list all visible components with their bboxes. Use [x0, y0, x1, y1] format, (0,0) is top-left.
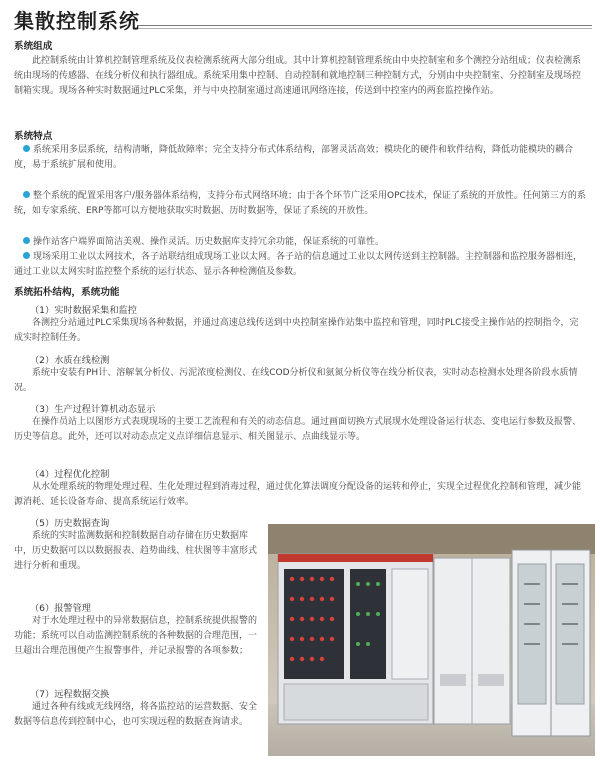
function-text: 各测控分站通过PLC采集现场各种数据，并通过高速总线传送到中央控制室操作站集中监控和管理，同时PLC接受主操作站的控制指令，完成实时控制任务。 — [14, 318, 579, 344]
function-text: 通过各种有线或无线网络，将各监控站的运营数据、安全数据等信息传到控制中心，也可实现远程的数据查询请求。 — [14, 702, 258, 728]
feature-bullet — [14, 189, 586, 219]
bullet-dot-icon — [23, 145, 30, 152]
section-heading-composition: 系统组成 — [14, 41, 53, 52]
function-text: 系统的实时监测数据和控制数据自动存储在历史数据库中，历史数据可以以数据报表、趋势曲线、柱状图等丰富形式进行分析和重现。 — [14, 531, 258, 572]
function-label: （4）过程优化控制 — [30, 469, 110, 480]
feature-bullet-text: 操作站客户端界面简洁美观、操作灵活。历史数据库支持冗余功能，保证系统的可靠性。 — [33, 237, 385, 247]
composition-paragraph: 此控制系统由计算机控制管理系统及仪表检测系统两大部分组成。其中计算机控制管理系统由中央控制室和多个测控分站组成；仪表检测系统由现场的传感器、在线分析仪和执行器组成。系统采用集中控制、自动控制和就地控制三种控制方式，分别由中央控制室、分控制室及现场控制箱实现。现场各种实时数据通过PLC采集，并与中央控制室通过高速通讯网络连接，传送到中控室内的两套监控操作站。 — [14, 56, 582, 97]
title-bar — [10, 3, 592, 33]
feature-bullet-text: 整个系统的配置采用客户/服务器体系结构，支持分布式网络环境；由于各个环节广泛采用OPC技术，保证了系统的开放性。任何第三方的系统，如专家系统、ERP等都可以方便地获取实时数据、历时数据等，保证了系统的开放性。 — [14, 191, 586, 217]
function-label: （5）历史数据查询 — [30, 518, 110, 529]
feature-bullet — [14, 143, 586, 173]
function-label: （6）报警管理 — [30, 603, 91, 614]
bullet-dot-icon — [23, 252, 30, 259]
page-title: 集散控制系统 — [14, 9, 140, 33]
feature-bullet — [14, 235, 586, 250]
bullet-dot-icon — [23, 191, 30, 198]
title-rule-secondary — [138, 28, 592, 29]
bullet-dot-icon — [23, 237, 30, 244]
function-text: 从水处理系统的物理处理过程、生化处理过程到消毒过程，通过优化算法调度分配设备的运转和停止，实现全过程优化控制和管理，减少能源消耗、延长设备寿命、提高系统运行效率。 — [14, 482, 582, 508]
function-label: （3）生产过程计算机动态显示 — [30, 404, 156, 415]
function-text: 系统中安装有PH计、溶解氧分析仪、污泥浓度检测仪、在线COD分析仪和氨氮分析仪等在线分析仪表，实时动态检测水处理各阶段水质情况。 — [14, 368, 578, 394]
section-heading-functions: 系统拓朴结构，系统功能 — [14, 287, 120, 298]
title-rule — [138, 25, 592, 26]
feature-bullet — [14, 250, 586, 280]
feature-bullet-text: 现场采用工业以太网技术，各子站联结组成现场工业以太网。各子站的信息通过工业以太网传送到主控制器。主控制器和监控服务器相连，通过工业以太网实时监控整个系统的运行状态、显示各种检测值及参数。 — [14, 252, 583, 278]
function-text: 在操作员站上以图形方式表现现场的主要工艺流程和有关的动态信息。通过画面切换方式展现水处理设备运行状态、变电运行参数及报警、历史等信息。此外，还可以对动态点定义点详细信息显示、相关图显示、点曲线显示等。 — [14, 417, 582, 443]
function-label: （2）水质在线检测 — [30, 355, 110, 366]
control-cabinet-photo — [268, 524, 595, 756]
function-text: 对于水处理过程中的异常数据信息，控制系统提供报警的功能；系统可以自动监测控制系统的各种数据的合理范围，一旦超出合理范围便产生报警事件，并记录报警的各项参数； — [14, 616, 258, 657]
function-label: （1）实时数据采集和监控 — [30, 305, 137, 316]
function-label: （7）远程数据交换 — [30, 689, 110, 700]
feature-bullet-text: 系统采用多层系统，结构清晰，降低故障率；完全支持分布式体系结构，部署灵活高效；模块化的硬件和软件结构，降低功能模块的耦合度，易于系统扩展和使用。 — [14, 145, 574, 171]
section-heading-features: 系统特点 — [14, 131, 53, 142]
control-cabinet-illustration — [268, 524, 595, 756]
